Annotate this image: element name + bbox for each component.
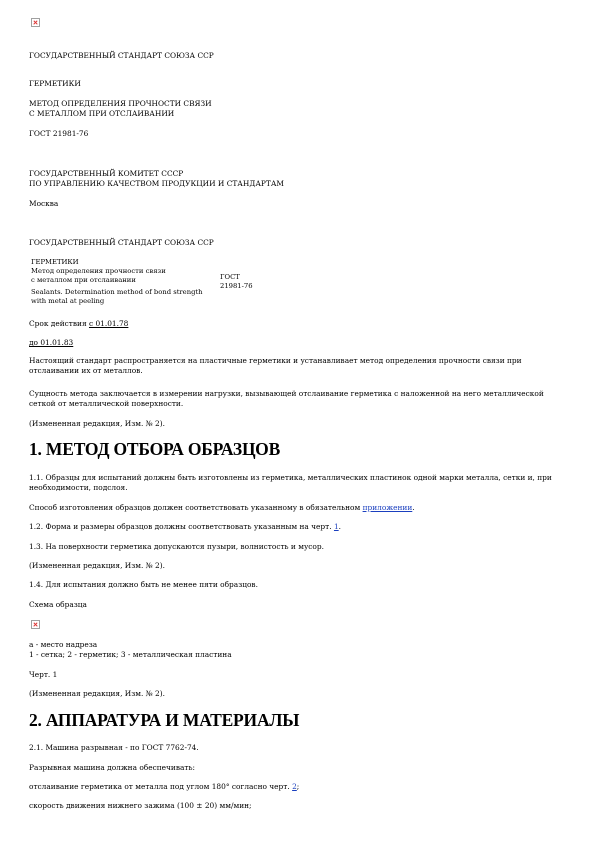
paragraph-speed: скорость движения нижнего зажима (100 ± 20) мм/мин; [29,801,252,810]
broken-image-icon [31,18,40,27]
section-1-heading: 1. МЕТОД ОТБОРА ОБРАЗЦОВ [29,439,281,459]
paragraph-1-3: 1.3. На поверхности герметика допускаются пузыри, волнистость и мусор. [29,542,324,551]
p12-text-end: . [338,522,342,531]
title-block-en-line1: Sealants. Determination method of bond strength [31,288,203,296]
paragraph-2-1: 2.1. Машина разрывная - по ГОСТ 7762-74. [29,743,199,752]
title-block-gost-label: ГОСТ [220,273,240,281]
title-block-ru-line2: с металлом при отслаивании [31,276,136,284]
paragraph-peel [29,782,299,792]
doc-title-line2: С МЕТАЛЛОМ ПРИ ОТСЛАИВАНИИ [29,109,175,118]
org-title-2: ГОСУДАРСТВЕННЫЙ СТАНДАРТ СОЮЗА ССР [29,238,214,247]
drawing-caption: Черт. 1 [29,670,58,679]
appendix-link[interactable]: приложении [362,503,413,512]
title-block-ru-line1: Метод определения прочности связи [31,267,166,275]
doc-title-line1: МЕТОД ОПРЕДЕЛЕНИЯ ПРОЧНОСТИ СВЯЗИ [29,99,212,108]
title-block-en-line2: with metal at peeling [31,297,105,305]
committee-line1: ГОСУДАРСТВЕННЫЙ КОМИТЕТ СССР [29,169,184,178]
scheme-label: Схема образца [29,600,87,609]
validity-to-date: до 01.01.83 [29,338,74,347]
intro-paragraph-1: Настоящий стандарт распространяется на пластичные герметики и устанавливает метод определения прочности связи при отслаивании их от металлов. [29,356,522,375]
method-text-end: . [412,503,415,512]
peel-text: отслаивание герметика от металла под углом 180° согласно черт. [29,782,293,791]
intro-edit-note: (Измененная редакция, Изм. № 2). [29,419,165,428]
validity-from-date: с 01.01.78 [88,319,129,328]
gost-number: ГОСТ 21981-76 [29,129,89,138]
drawing-2-link[interactable]: 2 [292,782,297,791]
edit-note-2: (Измененная редакция, Изм. № 2). [29,689,165,698]
title-block-type: ГЕРМЕТИКИ [31,258,79,266]
legend-line-1: а - место надреза [29,640,98,649]
drawing-image-icon [31,620,40,629]
paragraph-method [29,503,415,513]
legend-line-2: 1 - сетка; 2 - герметик; 3 - металлическая пластина [29,650,232,659]
org-title: ГОСУДАРСТВЕННЫЙ СТАНДАРТ СОЮЗА ССР [29,51,214,60]
intro-paragraph-2: Сущность метода заключается в измерении нагрузки, вызывающей отслаивание герметика с наложенной на него металлической сеткой от металлической поверхности. [29,389,544,408]
committee-line2: ПО УПРАВЛЕНИЮ КАЧЕСТВОМ ПРОДУКЦИИ И СТАНДАРТАМ [29,179,285,188]
title-block-gost-code: 21981-76 [220,282,253,290]
paragraph-1-2 [29,522,341,532]
validity-prefix: Срок действия [29,319,89,328]
paragraph-machine: Разрывная машина должна обеспечивать: [29,763,196,772]
doc-type: ГЕРМЕТИКИ [29,79,81,88]
paragraph-1-4: 1.4. Для испытания должно быть не менее пяти образцов. [29,580,258,589]
method-text: Способ изготовления образцов должен соответствовать указанному в обязательном [29,503,363,512]
p12-text: 1.2. Форма и размеры образцов должны соответствовать указанным на черт. [29,522,334,531]
paragraph-1-1: 1.1. Образцы для испытаний должны быть изготовлены из герметика, металлических пластинок одной марки металла, сетки и, при необходимости, подслоя. [29,473,552,492]
validity-from [29,319,128,329]
peel-text-end: ; [296,782,300,791]
section-2-heading: 2. АППАРАТУРА И МАТЕРИАЛЫ [29,710,300,730]
city: Москва [29,199,59,208]
edit-note-1: (Измененная редакция, Изм. № 2). [29,561,165,570]
drawing-1-link[interactable]: 1 [333,522,339,531]
